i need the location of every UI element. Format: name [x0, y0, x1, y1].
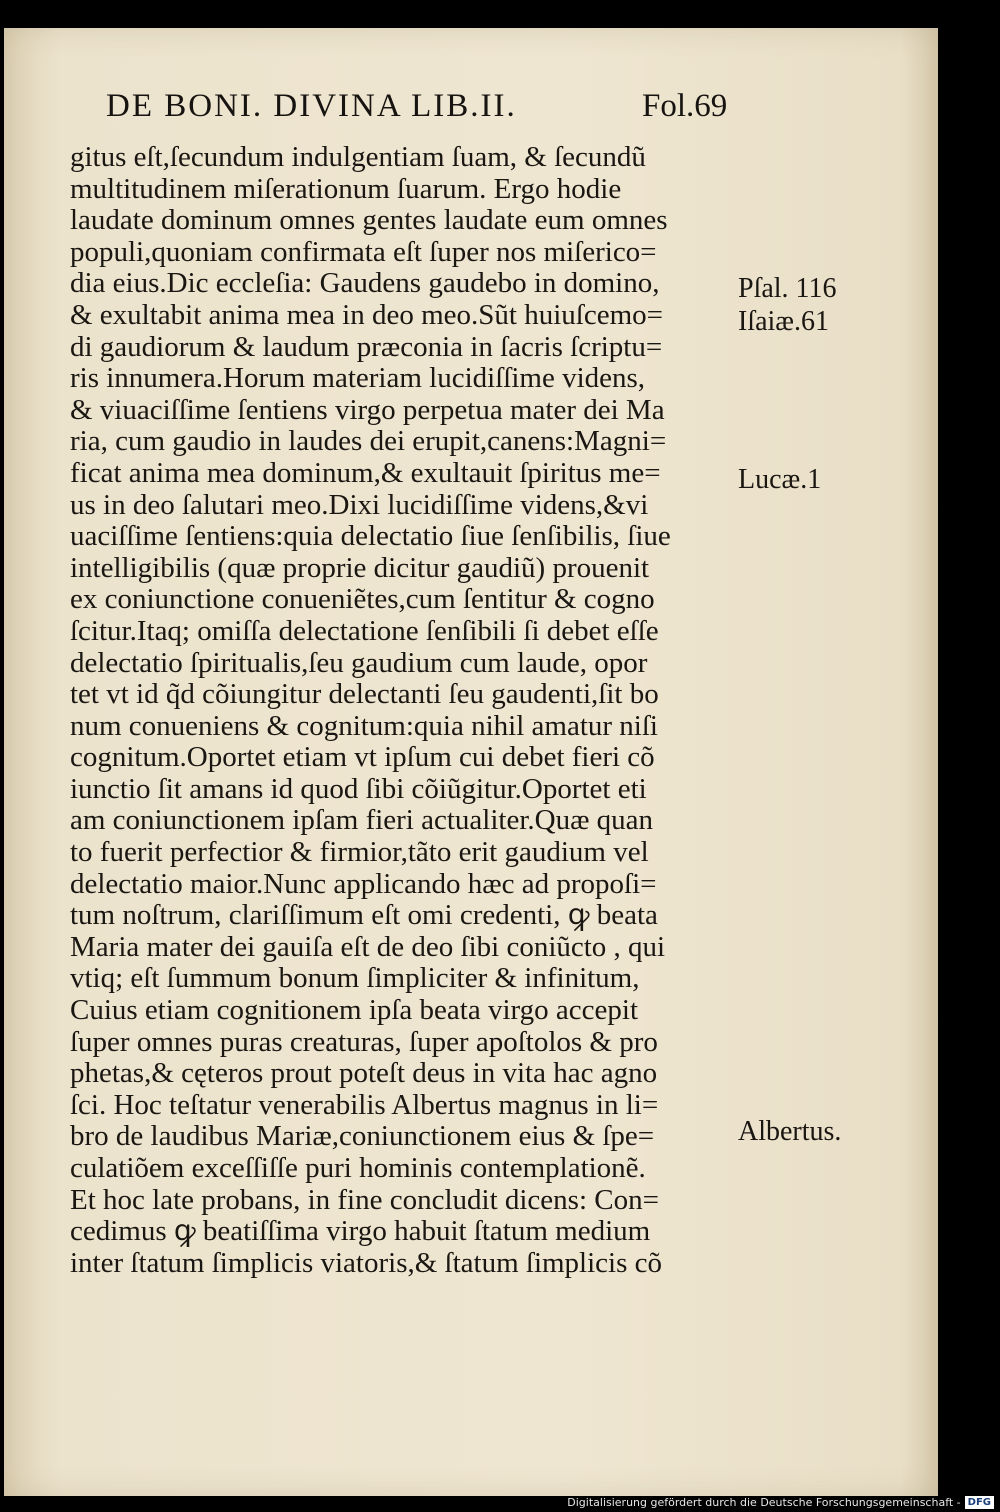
- folio-number: Fol.69: [642, 88, 728, 124]
- digitization-footer: [567, 1496, 994, 1509]
- text-line: phetas,& cęteros prout poteſt deus in vita hac agno: [70, 1058, 658, 1090]
- text-line: populi,quoniam confirmata eſt ſuper nos miſerico=: [70, 236, 657, 268]
- running-head: [106, 88, 746, 125]
- dfg-logo: DFG: [965, 1496, 994, 1509]
- text-line: delectatio maior.Nunc applicando hæc ad propoſi=: [70, 868, 657, 900]
- text-line: iunctio ſit amans id quod ſibi cõiũgitur.Oportet eti: [70, 773, 647, 805]
- text-line: di gaudiorum & laudum præconia in ſacris ſcriptu=: [70, 331, 663, 363]
- text-line: cedimus ꝙ beatiſſima virgo habuit ſtatum medium: [70, 1216, 651, 1248]
- book-page: [4, 28, 938, 1496]
- text-line: ſuper omnes puras creaturas, ſuper apoſtolos & pro: [70, 1026, 658, 1058]
- running-title: DE BONI. DIVINA LIB.II.: [106, 88, 517, 124]
- text-line: Maria mater dei gauiſa eſt de deo ſibi coniũcto , qui: [70, 931, 666, 963]
- text-line: & viuaciſſime ſentiens virgo perpetua mater dei Ma: [70, 394, 665, 426]
- text-line: ria, cum gaudio in laudes dei erupit,canens:Magni=: [70, 426, 667, 458]
- text-line: num conueniens & cognitum:quia nihil amatur niſi: [70, 710, 658, 742]
- main-text-block: [70, 142, 750, 1279]
- marginal-note-psalm: Pſal. 116: [738, 273, 837, 304]
- marginal-note-luke: Lucæ.1: [738, 464, 822, 495]
- text-line: tet vt id q̃d cõiungitur delectanti ſeu gaudenti,ſit bo: [70, 679, 659, 711]
- text-line: cognitum.Oportet etiam vt ipſum cui debet fieri cõ: [70, 742, 655, 774]
- text-line: am coniunctionem ipſam fieri actualiter.Quæ quan: [70, 805, 654, 837]
- text-line: laudate dominum omnes gentes laudate eum omnes: [70, 205, 668, 237]
- footer-credit-text: Digitalisierung gefördert durch die Deutsche Forschungsgemeinschaft -: [567, 1496, 961, 1509]
- text-line: intelligibilis (quæ proprie dicitur gaudiũ) prouenit: [70, 552, 650, 584]
- text-line: Et hoc late probans, in fine concludit dicens: Con=: [70, 1184, 659, 1216]
- text-line: ſci. Hoc teſtatur venerabilis Albertus magnus in li=: [70, 1089, 659, 1121]
- text-line: us in deo ſalutari meo.Dixi lucidiſſime videns,&vi: [70, 489, 649, 521]
- text-line: dia eius.Dic eccleſia: Gaudens gaudebo in domino,: [70, 268, 660, 300]
- marginal-note-albertus: Albertus.: [738, 1116, 842, 1147]
- text-line: inter ſtatum ſimplicis viatoris,& ſtatum ſimplicis cõ: [70, 1247, 663, 1279]
- text-line: vtiq; eſt ſummum bonum ſimpliciter & infinitum,: [70, 963, 640, 995]
- text-line: gitus eſt,ſecundum indulgentiam ſuam, & ſecundũ: [70, 142, 646, 173]
- marginal-note-isaiah: Iſaiæ.61: [738, 306, 829, 337]
- text-line: bro de laudibus Mariæ,coniunctionem eius & ſpe=: [70, 1121, 655, 1153]
- text-line: multitudinem miſerationum ſuarum. Ergo hodie: [70, 173, 622, 205]
- text-line: delectatio ſpiritualis,ſeu gaudium cum laude, opor: [70, 647, 648, 679]
- text-line: Cuius etiam cognitionem ipſa beata virgo accepit: [70, 995, 639, 1027]
- text-line: tum noſtrum, clariſſimum eſt omi credenti, ꝙ beata: [70, 900, 658, 932]
- text-line: ſcitur.Itaq; omiſſa delectatione ſenſibili ſi debet eſſe: [70, 615, 659, 647]
- text-line: ficat anima mea dominum,& exultauit ſpiritus me=: [70, 457, 661, 489]
- text-line: ris innumera.Horum materiam lucidiſſime videns,: [70, 363, 646, 395]
- text-line: uaciſſime ſentiens:quia delectatio ſiue ſenſibilis, ſiue: [70, 521, 671, 553]
- text-line: & exultabit anima mea in deo meo.Sũt huiuſcemo=: [70, 299, 663, 331]
- text-line: to fuerit perfectior & firmior,tãto erit gaudium vel: [70, 837, 649, 869]
- text-line: ex coniunctione conueniẽtes,cum ſentitur & cogno: [70, 584, 655, 616]
- text-line: culatiõem exceſſiſſe puri hominis contemplationẽ.: [70, 1153, 646, 1184]
